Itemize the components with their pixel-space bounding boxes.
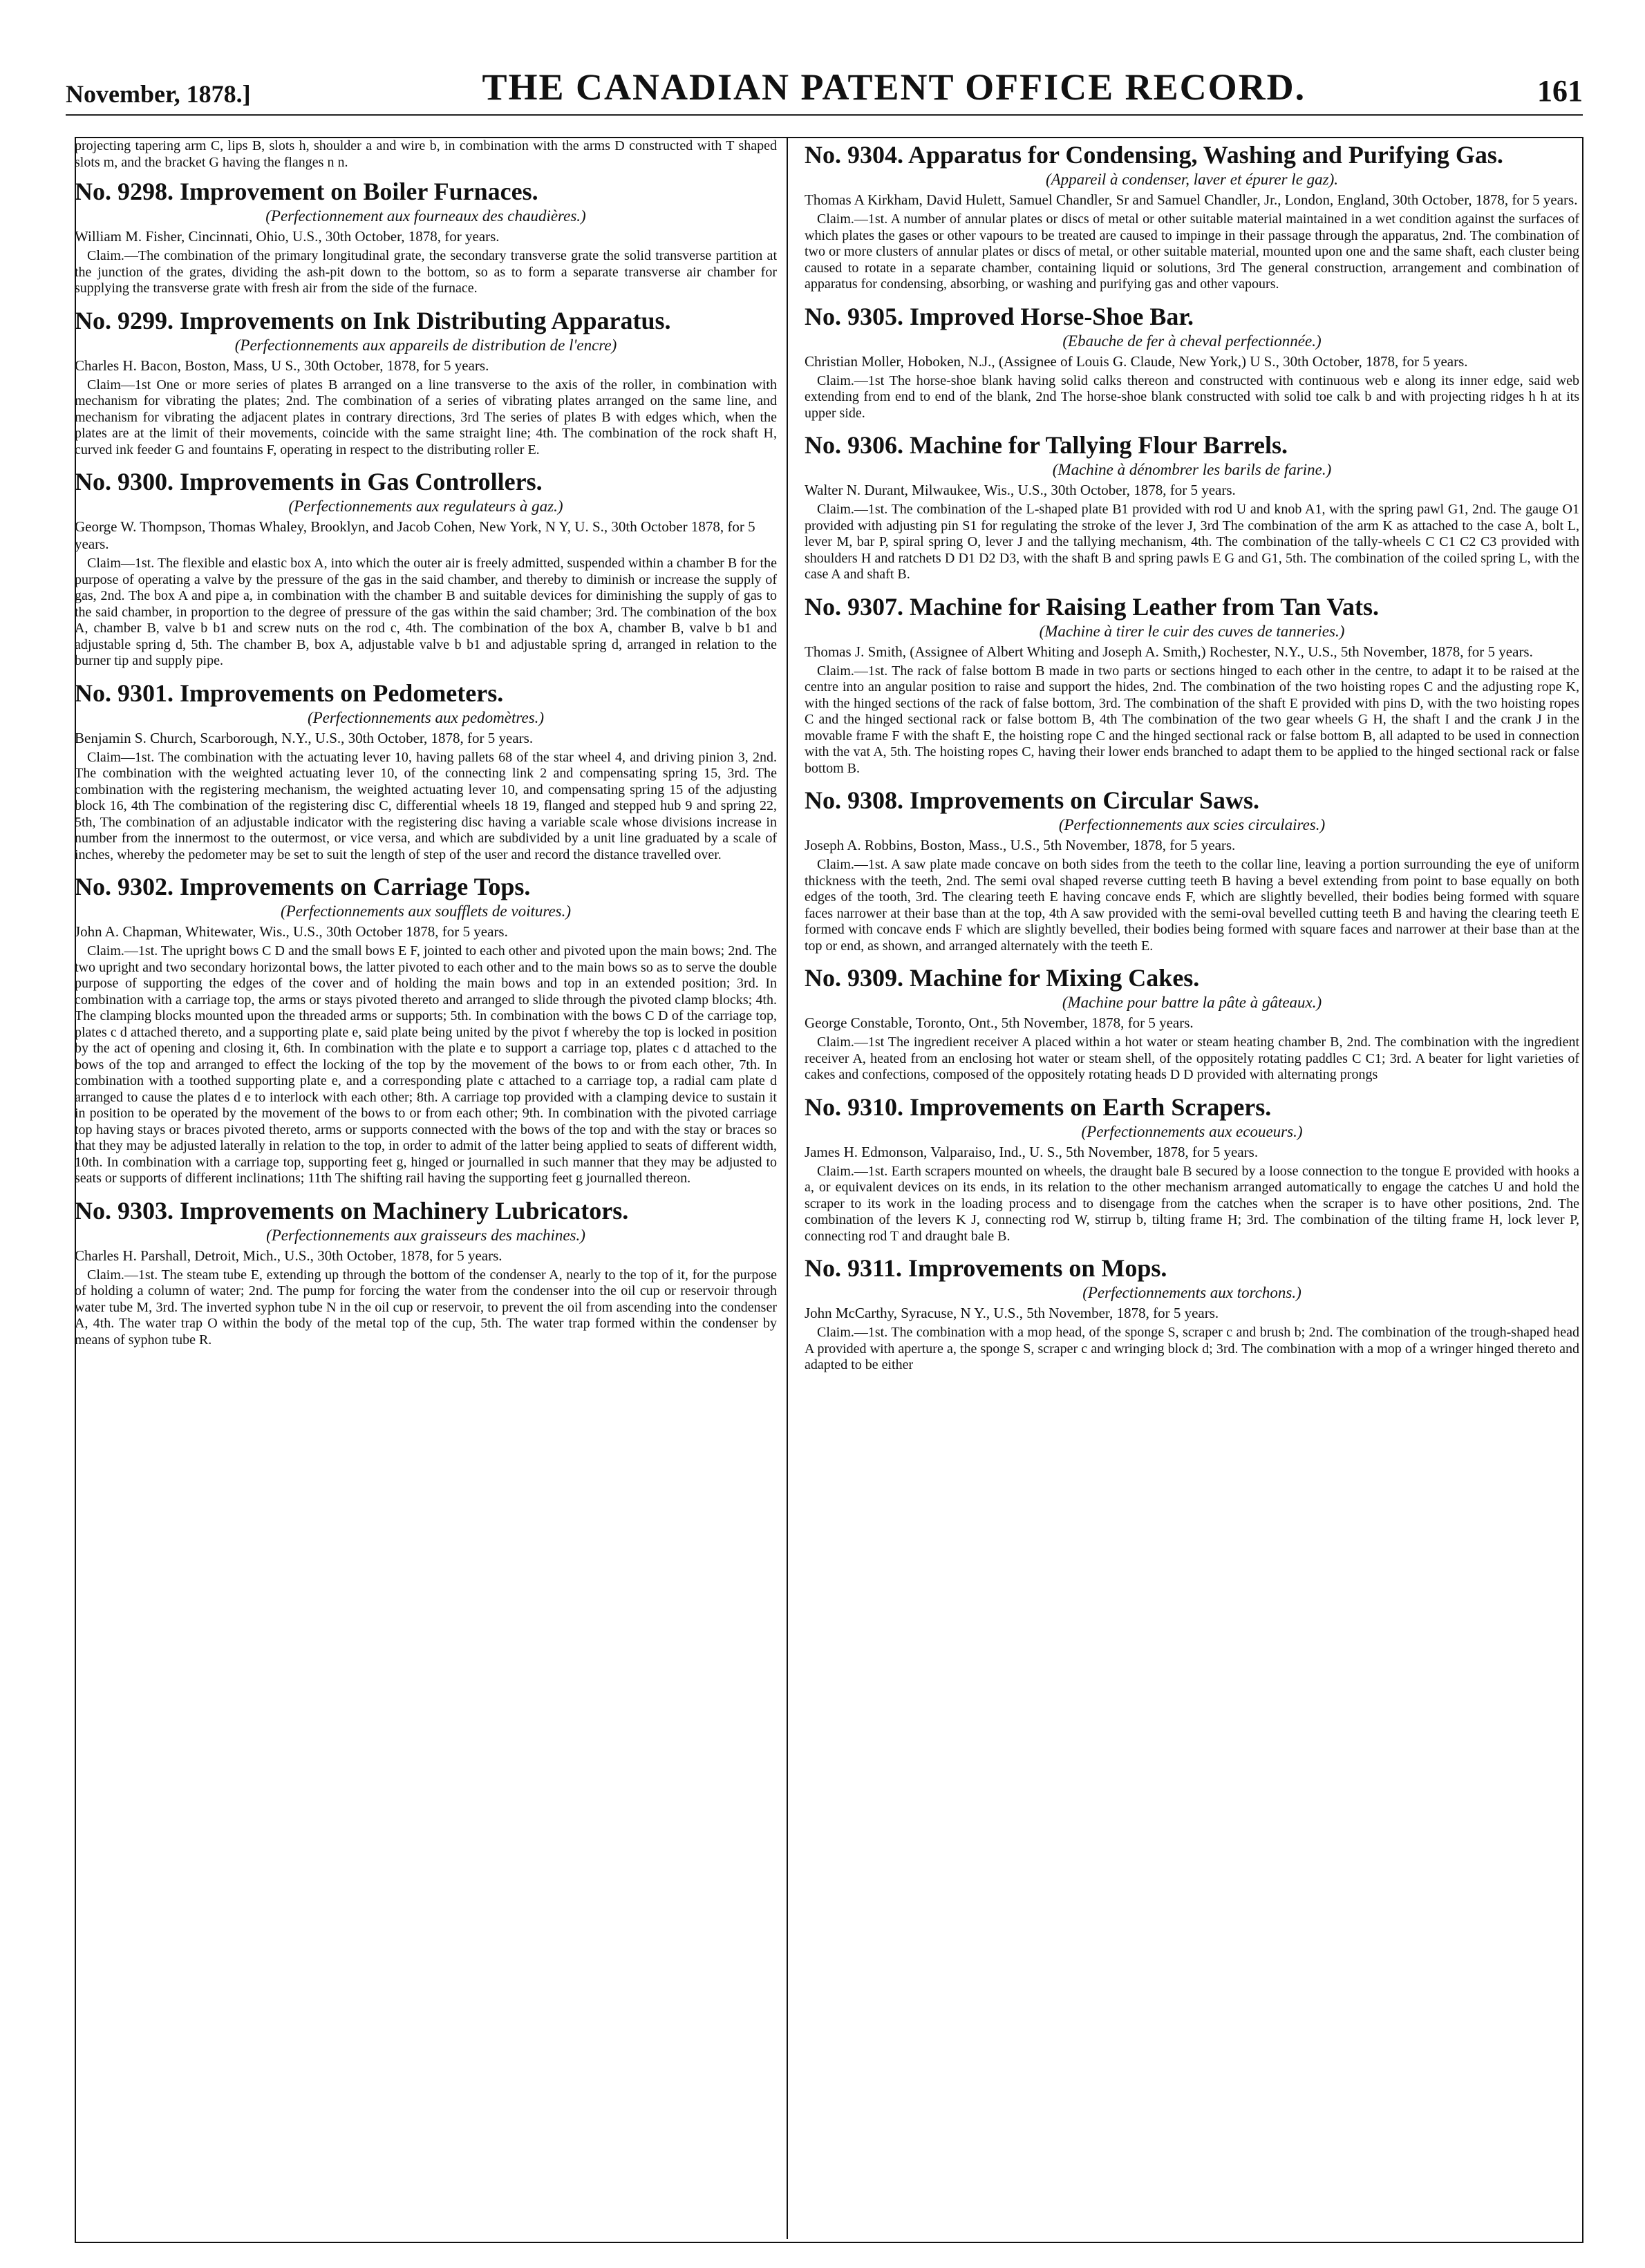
patent-entry — [805, 1254, 1579, 1374]
patent-title: No. 9304. Apparatus for Condensing, Washing and Purifying Gas. — [805, 141, 1503, 169]
patent-french-title: (Perfectionnements aux graisseurs des machines.) — [266, 1226, 585, 1244]
patent-title: No. 9303. Improvements on Machinery Lubricators. — [75, 1196, 629, 1225]
patent-title: No. 9310. Improvements on Earth Scrapers. — [805, 1093, 1272, 1121]
patent-entry — [805, 593, 1579, 777]
patent-entry — [75, 679, 777, 864]
page-number: 161 — [1536, 74, 1583, 108]
patent-title: No. 9309. Machine for Mixing Cakes. — [805, 964, 1200, 992]
patent-entry — [75, 307, 777, 459]
patent-claim-text: Claim.—The combination of the primary longitudinal grate, the secondary transverse grate the solid transverse partition at the junction of the grates, dividing the ash-pit down to the bottom, so as to form a separate transverse air chamber for supplying the transverse grate with fresh air from the side of the furnace. — [75, 248, 777, 296]
page-header — [66, 26, 1583, 116]
patent-title: No. 9307. Machine for Raising Leather from Tan Vats. — [805, 592, 1380, 621]
patent-entry — [805, 431, 1579, 583]
patent-title: No. 9305. Improved Horse-Shoe Bar. — [805, 302, 1194, 330]
patent-claim-text: Claim.—1st. The combination with a mop head, of the sponge S, scraper c and brush b; 2nd. The combination of the trough-shaped head A provided with aperture a, the sponge S, scraper c and wringing block d; 3rd. The combination with a mop of a wringer hinged thereto and adapted to be either — [805, 1325, 1579, 1372]
patent-french-title: (Appareil à condenser, laver et épurer le gaz). — [1045, 171, 1339, 188]
patent-entry — [805, 1093, 1579, 1245]
patent-claim-text: Claim—1st. The combination with the actuating lever 10, having pallets 68 of the star wheel 4, and driving pinion 3, 2nd. The combination with the weighted actuating lever 10, of the connecting link 2 and compensating spring 15, 3rd. The combination with the registering mechanism, the weighted actuating lever 10, and compensating spring 15 of the adjusting block 16, 4th The combination of the registering disc C, differential wheels 18 19, flanged and stepped hub 9 and spring 22, 5th, The combination of an adjustable indicator with the registering disc having a variable scale whose divisions increase in number from the innermost to the outermost, or vice versa, and which are subdivided by a unit line graduated by a scale of inches, whereby the pedometer may be set to suit the length of step of the user and record the distance travelled over. — [75, 749, 777, 862]
patent-inventor-line: John A. Chapman, Whitewater, Wis., U.S., 30th October 1878, for 5 years. — [75, 923, 508, 940]
patent-french-title: (Perfectionnements aux appareils de distribution de l'encre) — [234, 336, 617, 354]
patent-inventor-line: Charles H. Bacon, Boston, Mass, U S., 30th October, 1878, for 5 years. — [75, 357, 489, 374]
patent-claim-text: Claim.—1st. Earth scrapers mounted on wheels, the draught bale B secured by a loose connection to the tongue E provided with hooks a a, or equivalent devices on its ends, in its relation to the other mechanism arranged automatically to engage the catches U and hold the scraper to its work in the loading process and to disengage from the catches when the scraper is to have other positions, 2nd. The combination of the levers K J, connecting rod W, stirrup b, tilting frame H; 3rd. The combination of the tilting frame H, lock lever P, connecting rod T and draught bale B. — [805, 1163, 1579, 1244]
patent-title: No. 9311. Improvements on Mops. — [805, 1254, 1167, 1282]
patent-entry — [805, 964, 1579, 1084]
patent-inventor-line: Benjamin S. Church, Scarborough, N.Y., U.S., 30th October, 1878, for 5 years. — [75, 729, 534, 746]
patent-title: No. 9301. Improvements on Pedometers. — [75, 679, 504, 707]
patent-french-title: (Perfectionnements aux scies circulaires.) — [1058, 816, 1326, 833]
patent-title: No. 9306. Machine for Tallying Flour Barrels. — [805, 431, 1288, 459]
patent-title: No. 9300. Improvements in Gas Controllers. — [75, 468, 543, 495]
patent-inventor-line: John McCarthy, Syracuse, N Y., U.S., 5th November, 1878, for 5 years. — [805, 1305, 1219, 1321]
patent-french-title: (Perfectionnements aux ecoueurs.) — [1081, 1122, 1303, 1140]
patent-title: No. 9299. Improvements on Ink Distributing Apparatus. — [75, 306, 671, 334]
continued-claim-text: projecting tapering arm C, lips B, slots h, shoulder a and wire b, in combination with the arms D constructed with T shaped slots m, and the bracket G having the flanges n n. — [75, 138, 777, 170]
issue-date: November, 1878.] — [66, 80, 251, 108]
patent-inventor-line: Walter N. Durant, Milwaukee, Wis., U.S., 30th October, 1878, for 5 years. — [805, 482, 1236, 498]
patent-claim-text: Claim.—1st. The combination of the L-shaped plate B1 provided with rod U and knob A1, with the spring pawl G1, 2nd. The gauge O1 provided with adjusting pin S1 for regulating the stroke of the lever J, 3rd The combination of the arm K as attached to the case A, bolt L, lever M, bar P, spiral spring O, lever J and the tallying mechanism, 4th. The combination of the tally-wheels C C1 C2 C3 provided with shoulders H and ratchets D D1 D2 D3, with the shaft B and spring pawls E G and G1, 5th. The combination of the coiled spring L, with the case A and shaft B. — [805, 502, 1579, 582]
patent-french-title: (Ebauche de fer à cheval perfectionnée.) — [1062, 332, 1322, 350]
patent-entry — [805, 141, 1579, 293]
patent-inventor-line: Thomas A Kirkham, David Hulett, Samuel Chandler, Sr and Samuel Chandler, Jr., London, England, 30th October, 1878, for 5 years. — [805, 191, 1578, 208]
patent-french-title: (Machine à tirer le cuir des cuves de tanneries.) — [1039, 622, 1345, 640]
patent-claim-text: Claim.—1st The horse-shoe blank having solid calks thereon and constructed with continuous web e along its inner edge, said web extending from end to end of the blank, 2nd The horse-shoe blank constructed with solid toe calk b and with projecting ridges h h at its upper side. — [805, 372, 1579, 421]
patent-claim-text: Claim—1st One or more series of plates B arranged on a line transverse to the axis of the roller, in combination with mechanism for vibrating the plates; 2nd. The combination of a series of vibrating plates arranged on the same line, and mechanism for vibrating the adjacent plates in contrary directions, 3rd The series of plates B with edges which, when the plates are at the limit of their movements, coincide with the same straight line; 4th. The combination of the rock shaft H, curved ink feeder G and fountains F, operating in respect to the distributing roller E. — [75, 377, 777, 457]
publication-title: THE CANADIAN PATENT OFFICE RECORD. — [482, 66, 1306, 108]
patent-inventor-line: Thomas J. Smith, (Assignee of Albert Whiting and Joseph A. Smith,) Rochester, N.Y., U.S., 5th November, 1878, for 5 years. — [805, 643, 1533, 660]
patent-claim-text: Claim.—1st The ingredient receiver A placed within a hot water or steam heating chamber B, 2nd. The combination with the ingredient receiver A, heated from an enclosing hot water or steam shell, of the oppositely rotating paddles C C1; 3rd. A beater for light varieties of cakes and confections, composed of the oppositely rotating heads D D provided with alternating prongs — [805, 1034, 1579, 1082]
patent-french-title: (Perfectionnements aux torchons.) — [1082, 1284, 1301, 1301]
patent-title: No. 9302. Improvements on Carriage Tops. — [75, 873, 531, 900]
patent-inventor-line: William M. Fisher, Cincinnati, Ohio, U.S., 30th October, 1878, for years. — [75, 228, 500, 245]
right-column — [795, 138, 1579, 2239]
patent-french-title: (Perfectionnements aux soufflets de voitures.) — [280, 903, 572, 920]
right-entries-list — [805, 141, 1579, 1374]
patent-inventor-line: James H. Edmonson, Valparaiso, Ind., U. S., 5th November, 1878, for 5 years. — [805, 1143, 1259, 1160]
patent-entry — [75, 468, 777, 670]
patent-entry — [75, 178, 777, 297]
left-column — [75, 138, 788, 2239]
patent-claim-text: Claim.—1st. The rack of false bottom B made in two parts or sections hinged to each other in the centre, to adapt it to be raised at the centre into an angular position to raise and support the hides, 2nd. The combination of the two hoisting ropes C and the adjusting rope K, with the hinged sections of the rack of false bottom, 3rd. The combination of the shaft E provided with pins D, with the two hoisting ropes C and the hinged sectional rack or false bottom B, 4th The combination of the two gear wheels G H, the shaft I and the crank J in the movable frame F with the shaft E, the hoisting rope C and the hinged sectional rack or false bottom B, all adapted to be used in connection with the vat A, 5th. The hoisting ropes C, having their lower ends branched to adapt them to be applied to the hinged sectional rack or false bottom B. — [805, 663, 1579, 776]
patent-claim-text: Claim.—1st. A number of annular plates or discs of metal or other suitable material maintained in a wet condition against the surfaces of which plates the gases or other vapours to be treated are caused to impinge in their passage through the apparatus, 2nd. The combination of two or more clusters of annular plates or discs of metal, or other suitable material, mounted upon one and the same shaft, each cluster being caused to rotate in a separate chamber, containing liquid or solutions, 3rd The general construction, arrangement and combination of apparatus for condensing, absorbing, or washing and purifying gas and other vapours. — [805, 211, 1579, 292]
patent-french-title: (Machine à dénombrer les barils de farine.) — [1052, 461, 1332, 478]
patent-title: No. 9298. Improvement on Boiler Furnaces. — [75, 178, 538, 205]
patent-inventor-line: Christian Moller, Hoboken, N.J., (Assignee of Louis G. Claude, New York,) U S., 30th October, 1878, for 5 years. — [805, 352, 1468, 370]
patent-entry — [75, 873, 777, 1187]
patent-claim-text: Claim.—1st. The steam tube E, extending up through the bottom of the condenser A, nearly to the top of it, for the purpose of holding a column of water; 2nd. The pump for forcing the water from the condenser into the oil cup or reservoir through water tube M, 3rd. The inverted syphon tube N in the oil cup or reservoir, to prevent the oil from ascending into the condenser A, 4th. The water trap O within the body of the metal top of the cup, 5th. The water trap formed within the condenser by means of syphon tube R. — [75, 1267, 777, 1348]
patent-inventor-line: George W. Thompson, Thomas Whaley, Brooklyn, and Jacob Cohen, New York, N Y, U. S., 30th October 1878, for 5 years. — [75, 518, 755, 552]
patent-french-title: (Perfectionnements aux regulateurs à gaz.) — [288, 498, 563, 515]
patent-claim-text: Claim.—1st. The upright bows C D and the small bows E F, jointed to each other and pivoted upon the main bows; 2nd. The two upright and two secondary horizontal bows, the latter pivoted to each other and to the main bows so as to serve the double purpose of supporting the edges of the cover and of holding the main bows and top in an extended position; 3rd. In combination with a carriage top, the arms or stays pivoted thereto and arranged to slide through the pivoted clamp blocks; 4th. The clamping blocks mounted upon the threaded arms or supports; 5th. In combination with the bows C D of the carriage top, plates c d attached thereto, and a supporting plate e, said plate being united by the pivot f whereby the top is locked in position by the act of opening and closing it, 6th. In combination with the plate e to support a carriage top, plates c d attached to the bows of the top and arranged to effect the locking of the top by the movement of the bows to or from each other, 7th. In combination with a toothed supporting plate e, and a corresponding plate c attached to a carriage top, a radial cam plate d arranged to cause the plates d e to interlock with each other; 8th. A carriage top provided with a clamping device to sustain it in position to be operated by the movement of the bows to or from each other; 9th. In combination with the pivoted carriage top having stays or braces pivoted thereto, arms or supports connected with the bows of the top and with the stay or braces so that they may be adjusted laterally in relation to the top, in order to admit of the latter being applied to seats of different width, 10th. In combination with a carriage top, supporting feet g, hinged or journalled in such manner that they may be adjusted to seats or supports of different inclinations; 11th The shifting rail having the supporting feet g journalled thereon. — [75, 943, 777, 1186]
patent-entry — [805, 303, 1579, 422]
left-entries-list — [75, 178, 777, 1348]
patent-french-title: (Perfectionnements aux pedomètres.) — [307, 708, 545, 726]
patent-inventor-line: George Constable, Toronto, Ont., 5th November, 1878, for 5 years. — [805, 1014, 1194, 1031]
patent-title: No. 9308. Improvements on Circular Saws. — [805, 786, 1260, 814]
patent-inventor-line: Charles H. Parshall, Detroit, Mich., U.S., 30th October, 1878, for 5 years. — [75, 1247, 502, 1264]
patent-french-title: (Machine pour battre la pâte à gâteaux.) — [1062, 994, 1322, 1011]
patent-entry — [75, 1197, 777, 1349]
patent-inventor-line: Joseph A. Robbins, Boston, Mass., U.S., 5th November, 1878, for 5 years. — [805, 837, 1236, 853]
patent-french-title: (Perfectionnement aux fourneaux des chaudières.) — [265, 207, 586, 225]
patent-claim-text: Claim.—1st. A saw plate made concave on both sides from the teeth to the collar line, leaving a portion surrounding the eye of uniform thickness with the teeth, 2nd. The semi oval shaped reverse cutting teeth B having a bevel extending from point to base equally on both edges of the tooth, 3rd. The clearing teeth E having concave ends F, which are slightly bevelled, their bodies being formed with square faces narrower at their base than at the top, 4th A saw provided with the semi-oval bevelled cutting teeth B and having the clearing teeth E formed with concave ends F which are slightly bevelled, their bodies being formed with square faces and narrower at their base than at the top or end, as shown, and arranged alternately with the teeth E. — [805, 857, 1579, 954]
patent-entry — [805, 786, 1579, 954]
patent-claim-text: Claim—1st. The flexible and elastic box A, into which the outer air is freely admitted, suspended within a chamber B for the purpose of operating a valve by the pressure of the gas in the said chamber, and thereby to diminish or increase the supply of gas, 2nd. The box A and pipe a, in combination with the chamber B and suitable devices for diminishing the supply of gas to the said chamber, in proportion to the degree of pressure of the gas within the said chamber; 3rd. The combination of the box A, chamber B, valve b b1 and screw nuts on the rod c, 4th. The combination of the box A, chamber B, valve b b1 and adjustable spring d, 5th. The chamber B, box A, adjustable valve b b1 and adjustable spring d, arranged in relation to the burner tip and supply pipe. — [75, 556, 777, 668]
